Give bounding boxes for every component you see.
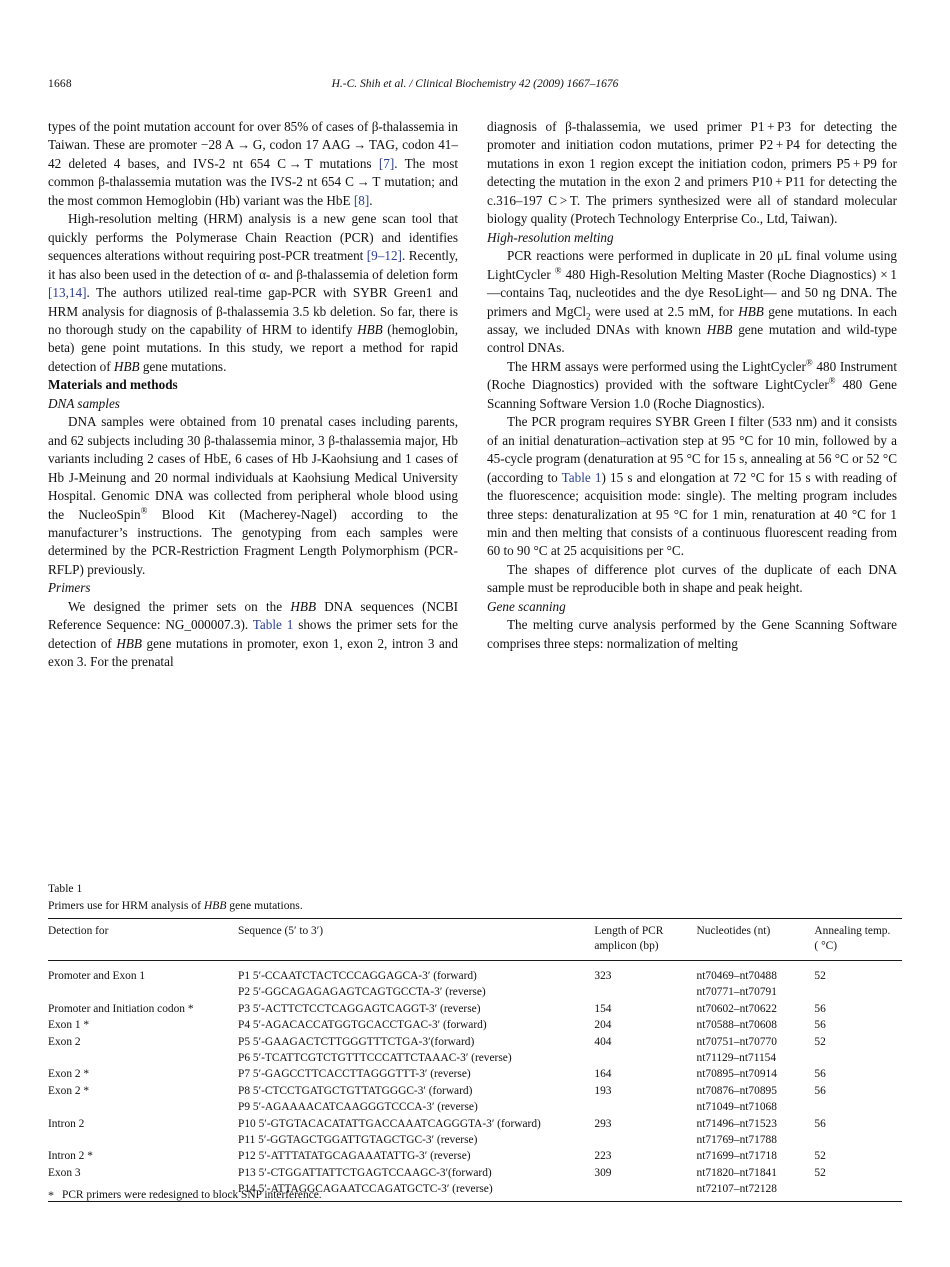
gene-name-hbb: HBB bbox=[116, 635, 142, 651]
cell-annealing-temp: 56 bbox=[814, 1068, 826, 1081]
cell-sequence bbox=[238, 968, 594, 1001]
text-run: DNA sequences (NCBI Reference Sequence: NG_000007.3). bbox=[48, 598, 459, 633]
table-caption bbox=[48, 898, 902, 913]
text-run: The HRM assays were performed using the LightCycler bbox=[507, 358, 806, 374]
cell-detection-for: Intron 2 * bbox=[48, 1150, 93, 1163]
cell-sequence bbox=[238, 1066, 594, 1082]
sequence-line: P11 5′-GGTAGCTGGATTGTAGCTGC-3′ (reverse) bbox=[238, 1134, 478, 1147]
cell-detection-for: Promoter and Exon 1 bbox=[48, 970, 146, 982]
table-row bbox=[48, 1034, 902, 1067]
section-heading-materials-and-methods: Materials and methods bbox=[48, 377, 178, 393]
text-run: gene mutations. bbox=[226, 899, 303, 912]
cell-sequence bbox=[238, 1001, 594, 1017]
subsection-heading-dna-samples: DNA samples bbox=[48, 395, 120, 411]
cell-nucleotides bbox=[697, 1116, 815, 1149]
table-row bbox=[48, 1066, 902, 1082]
page-number: 1668 bbox=[48, 78, 72, 90]
registered-mark: ® bbox=[140, 505, 148, 516]
cell-amplicon-length: 309 bbox=[594, 1166, 612, 1179]
cell-amplicon-length: 193 bbox=[594, 1084, 612, 1097]
citation-ref-13-14[interactable]: [13,14] bbox=[48, 285, 87, 301]
cell-annealing-temp: 52 bbox=[814, 1166, 826, 1179]
subsection-heading-high-resolution-melting: High-resolution melting bbox=[487, 229, 614, 245]
primers-table bbox=[48, 918, 902, 1202]
nucleotide-range: nt70602–nt70622 bbox=[696, 1002, 777, 1015]
gene-name-hbb: HBB bbox=[290, 598, 316, 614]
text-run: The PCR program requires SYBR Green I filter (533 nm) and it consists of an initial denaturation–activation step at 95 °C for 10 min, followed by a 45-cycle program (denaturation at 95 °C for 15 s, annealing at 56 °C or 52 °C (according to bbox=[487, 414, 897, 485]
running-head-citation: H.-C. Shih et al. / Clinical Biochemistry 42 (2009) 1667–1676 bbox=[331, 78, 619, 90]
paragraph-hrm-introduction bbox=[48, 210, 458, 376]
cell-nucleotides bbox=[697, 1001, 815, 1017]
sequence-line: P8 5′-CTCCTGATGCTGTTATGGGC-3′ (forward) bbox=[238, 1084, 473, 1097]
sequence-line: P10 5′-GTGTACACATATTGACCAAATCAGGGTA-3′ (forward) bbox=[238, 1117, 541, 1130]
subscript-2: 2 bbox=[586, 311, 591, 322]
cell-annealing-temp: 52 bbox=[814, 1035, 826, 1048]
table-1-link[interactable]: Table 1 bbox=[561, 469, 602, 485]
registered-mark: ® bbox=[554, 265, 562, 276]
table-header-row bbox=[48, 919, 902, 961]
footnote-marker: * bbox=[48, 1188, 54, 1202]
paragraph-difference-plot-curves: The shapes of difference plot curves of the duplicate of each DNA sample must be reproducible both in shape and peak height. bbox=[487, 561, 897, 596]
cell-amplicon-length: 154 bbox=[594, 1002, 612, 1015]
paragraph-primers bbox=[48, 598, 458, 672]
text-run: 480 Instrument (Roche Diagnostics) provided with the software LightCycler bbox=[487, 358, 897, 393]
cell-detection-for: Intron 2 bbox=[48, 1117, 85, 1130]
cell-amplicon-length: 223 bbox=[594, 1150, 612, 1163]
cell-annealing-temp: 56 bbox=[814, 1084, 826, 1097]
nucleotide-range: nt70588–nt70608 bbox=[696, 1019, 777, 1032]
column-header-detection-for: Detection for bbox=[48, 919, 238, 961]
nucleotide-range: nt70895–nt70914 bbox=[696, 1068, 777, 1081]
text-run: types of the point mutation account for over 85% of cases of β-thalassemia in Taiwan. These are promoter −28 A → G, codon 17 AAG → TAG, codon 41–42 deleted 4 bases, and IVS-2 nt 654 C → T mutations bbox=[48, 119, 458, 171]
table-spacer-cell bbox=[48, 961, 902, 969]
table-footnote bbox=[48, 1188, 902, 1203]
column-header-annealing-temp: Annealing temp. ( °C) bbox=[814, 919, 902, 961]
subsection-heading-gene-scanning: Gene scanning bbox=[487, 598, 566, 614]
sequence-line: P9 5′-AGAAAACATCAAGGGTCCCA-3′ (reverse) bbox=[238, 1101, 478, 1114]
paragraph-dna-samples bbox=[48, 413, 458, 579]
text-run: 480 Gene Scanning Software Version 1.0 (Roche Diagnostics). bbox=[487, 377, 897, 411]
table-spacer-row bbox=[48, 961, 902, 969]
text-run: Blood Kit (Macherey-Nagel) according to the manufacturer’s instructions. The genotyping from each samples were determined by the PCR-Restriction Fragment Length Polymorphism (PCR-RFLP) previously. bbox=[48, 506, 458, 577]
gene-name-hbb: HBB bbox=[203, 899, 227, 912]
text-run: DNA samples were obtained from 10 prenatal cases including parents, and 62 subjects including 30 β-thalassemia minor, 3 β-thalassemia major, Hb variants including 2 cases of HbE, 6 cases of Hb J-Kaohsiung and 1 cases of Hb J-Meinung and 20 normal individuals at Kaohsiung Medical University Hospital. Genomic DNA was collected from peripheral whole blood using the NucleoSpin bbox=[48, 414, 458, 522]
cell-sequence bbox=[238, 1083, 594, 1116]
table-1-link[interactable]: Table 1 bbox=[252, 617, 294, 633]
text-run: gene mutation and wild-type control DNAs. bbox=[487, 321, 897, 356]
nucleotide-range: nt70751–nt70770 bbox=[696, 1035, 777, 1048]
gene-name-hbb: HBB bbox=[706, 321, 733, 337]
cell-nucleotides bbox=[697, 968, 815, 1001]
text-run: . Recently, it has also been used in the detection of α- and β-thalassemia of deletion form bbox=[48, 248, 459, 282]
cell-annealing-temp: 56 bbox=[814, 1117, 826, 1130]
text-run: (hemoglobin, beta) gene point mutations. In this study, we report a method for rapid detection of bbox=[48, 321, 458, 374]
text-run: . The authors utilized real-time gap-PCR with SYBR Green1 and HRM analysis for diagnosis of β-thalassemia 3.5 kb deletion. So far, there is no thorough study on the capability of HRM to identify bbox=[48, 285, 458, 337]
cell-sequence bbox=[238, 1148, 594, 1164]
nucleotide-range: nt70771–nt70791 bbox=[696, 986, 777, 999]
subsection-heading-primers: Primers bbox=[48, 580, 91, 596]
cell-nucleotides bbox=[697, 1066, 815, 1082]
cell-sequence bbox=[238, 1116, 594, 1149]
nucleotide-range: nt71699–nt71718 bbox=[696, 1150, 777, 1163]
cell-nucleotides bbox=[697, 1083, 815, 1116]
footnote-text: PCR primers were redesigned to block SNP interference. bbox=[62, 1189, 322, 1201]
table-label: Table 1 bbox=[48, 882, 83, 895]
text-run: Primers use for HRM analysis of bbox=[48, 899, 204, 912]
cell-detection-for: Exon 2 * bbox=[48, 1084, 90, 1097]
text-run: PCR reactions were performed in duplicate in 20 μL final volume using LightCycler bbox=[487, 248, 897, 282]
sequence-line: P14 5′-ATTAGGCAGAATCCAGATGCTC-3′ (reverse) bbox=[238, 1183, 493, 1196]
paragraph-pcr-program bbox=[487, 413, 897, 561]
paragraph-gene-scanning: The melting curve analysis performed by the Gene Scanning Software comprises three steps: normalization of melting bbox=[487, 617, 897, 651]
table-row bbox=[48, 1017, 902, 1033]
nucleotide-range: nt71820–nt71841 bbox=[696, 1166, 777, 1179]
text-run: were used at 2.5 mM, for bbox=[590, 303, 739, 319]
cell-nucleotides bbox=[697, 1034, 815, 1067]
cell-detection-for: Exon 2 bbox=[48, 1035, 81, 1048]
nucleotide-range: nt71129–nt71154 bbox=[696, 1052, 777, 1065]
text-run: gene mutations. In each assay, we included DNAs with known bbox=[487, 303, 898, 337]
cell-amplicon-length: 404 bbox=[594, 1035, 612, 1048]
text-run: High-resolution melting (HRM) analysis is a new gene scan tool that quickly performs the Polymerase Chain Reaction (PCR) and identifies sequences alterations without requiring post-PCR treatment bbox=[48, 211, 458, 264]
text-run: . The most common β-thalassemia mutation was the IVS-2 nt 654 C → T mutation; and the most common Hemoglobin (Hb) variant was the HbE bbox=[48, 155, 458, 208]
text-run: shows the primer sets for the detection of bbox=[48, 617, 458, 651]
gene-name-hbb: HBB bbox=[357, 321, 383, 337]
sequence-line: P1 5′-CCAATCTACTCCCAGGAGCA-3′ (forward) bbox=[238, 970, 477, 982]
gene-name-hbb: HBB bbox=[738, 303, 764, 319]
right-column bbox=[487, 118, 897, 653]
sequence-line: P4 5′-AGACACCATGGTGCACCTGAC-3′ (forward) bbox=[238, 1019, 487, 1032]
cell-detection-for: Exon 3 bbox=[48, 1166, 81, 1179]
cell-annealing-temp: 52 bbox=[814, 970, 826, 982]
cell-annealing-temp: 56 bbox=[814, 1002, 826, 1015]
cell-amplicon-length: 204 bbox=[594, 1019, 612, 1032]
cell-detection-for: Exon 2 * bbox=[48, 1068, 90, 1081]
sequence-line: P12 5′-ATTTATATGCAGAAATATTG-3′ (reverse) bbox=[238, 1150, 471, 1163]
nucleotide-range: nt72107–nt72128 bbox=[696, 1183, 777, 1196]
text-run: We designed the primer sets on the bbox=[68, 598, 291, 614]
cell-detection-for: Promoter and Initiation codon * bbox=[48, 1002, 194, 1015]
sequence-line: P13 5′-CTGGATTATTCTGAGTCCAAGC-3′(forward) bbox=[238, 1166, 492, 1179]
column-header-nucleotides: Nucleotides (nt) bbox=[697, 919, 815, 961]
table-row bbox=[48, 1001, 902, 1017]
table-row bbox=[48, 1083, 902, 1116]
cell-nucleotides bbox=[697, 1017, 815, 1033]
text-run: 480 High-Resolution Melting Master (Roche Diagnostics) × 1—contains Taq, nucleotides and the dye ResoLight— and 50 ng DNA. The primers and MgCl bbox=[487, 266, 897, 319]
cell-nucleotides bbox=[697, 1148, 815, 1164]
running-head bbox=[48, 78, 902, 94]
table-row bbox=[48, 1116, 902, 1149]
cell-sequence bbox=[238, 1034, 594, 1067]
nucleotide-range: nt71496–nt71523 bbox=[696, 1117, 777, 1130]
cell-amplicon-length: 323 bbox=[594, 970, 612, 982]
sequence-line: P2 5′-GGCAGAGAGAGTCAGTGCCTA-3′ (reverse) bbox=[238, 986, 486, 999]
table-body bbox=[48, 961, 902, 1202]
sequence-line: P6 5′-TCATTCGTCTGTTTCCCATTCTAAAC-3′ (reverse) bbox=[238, 1052, 512, 1065]
table-1-block bbox=[48, 881, 902, 1202]
nucleotide-range: nt71049–nt71068 bbox=[696, 1101, 777, 1114]
citation-ref-9-12[interactable]: [9–12] bbox=[366, 248, 402, 264]
sequence-line: P3 5′-ACTTCTCCTCAGGAGTCAGGT-3′ (reverse) bbox=[238, 1002, 481, 1015]
paragraph-point-mutation-types bbox=[48, 118, 458, 210]
paragraph-hrm-assays bbox=[487, 358, 897, 413]
paragraph-pcr-reactions bbox=[487, 247, 897, 358]
cell-detection-for: Exon 1 * bbox=[48, 1019, 90, 1032]
cell-sequence bbox=[238, 1017, 594, 1033]
nucleotide-range: nt71769–nt71788 bbox=[696, 1134, 777, 1147]
cell-amplicon-length: 164 bbox=[594, 1068, 612, 1081]
text-run: ) 15 s and elongation at 72 °C for 15 s with reading of the fluorescence; acquisition mode: single). The melting program includes three steps: denaturalization at 95 °C for 1 min, renaturation at 40 °C for 1 min and then melting that consists of a continuous fluorescent reading from 60 to 90 °C at 25 acquisitions per °C. bbox=[487, 469, 897, 559]
table-row bbox=[48, 1148, 902, 1164]
sequence-line: P5 5′-GAAGACTCTTGGGTTTCTGA-3′(forward) bbox=[238, 1035, 475, 1048]
table-header bbox=[48, 919, 902, 961]
registered-mark: ® bbox=[805, 357, 813, 368]
column-header-length-of-pcr-amplicon: Length of PCR amplicon (bp) bbox=[594, 919, 696, 961]
citation-ref-8[interactable]: [8] bbox=[353, 192, 370, 208]
registered-mark: ® bbox=[828, 375, 836, 386]
sequence-line: P7 5′-GAGCCTTCACCTTAGGGTTT-3′ (reverse) bbox=[238, 1068, 471, 1081]
text-run: gene mutations in promoter, exon 1, exon 2, intron 3 and exon 3. For the prenatal bbox=[48, 635, 458, 670]
nucleotide-range: nt70469–nt70488 bbox=[696, 970, 777, 982]
cell-annealing-temp: 52 bbox=[814, 1150, 826, 1163]
cell-amplicon-length: 293 bbox=[594, 1117, 612, 1130]
table-row bbox=[48, 968, 902, 1001]
paragraph-prenatal-diagnosis-primers: diagnosis of β-thalassemia, we used primer P1 + P3 for detecting the promoter and initiation codon mutations, primer P2 + P4 for detecting the mutations in exon 1 region except the initiation codon, primers P5 + P9 for detecting the mutation in the exon 2 and primers P10 + P11 for detecting the c.316–197 C > T. The primers synthesized were all of standard molecular biology quality (Protech Technology Enterprise Co., Ltd, Taiwan). bbox=[487, 119, 897, 227]
citation-ref-7[interactable]: [7] bbox=[378, 155, 395, 171]
text-run: gene mutations. bbox=[139, 358, 227, 374]
cell-annealing-temp: 56 bbox=[814, 1019, 826, 1032]
column-header-sequence: Sequence (5′ to 3′) bbox=[238, 919, 594, 961]
gene-name-hbb: HBB bbox=[113, 358, 140, 374]
left-column bbox=[48, 118, 458, 672]
text-run: . bbox=[369, 192, 373, 208]
nucleotide-range: nt70876–nt70895 bbox=[696, 1084, 777, 1097]
